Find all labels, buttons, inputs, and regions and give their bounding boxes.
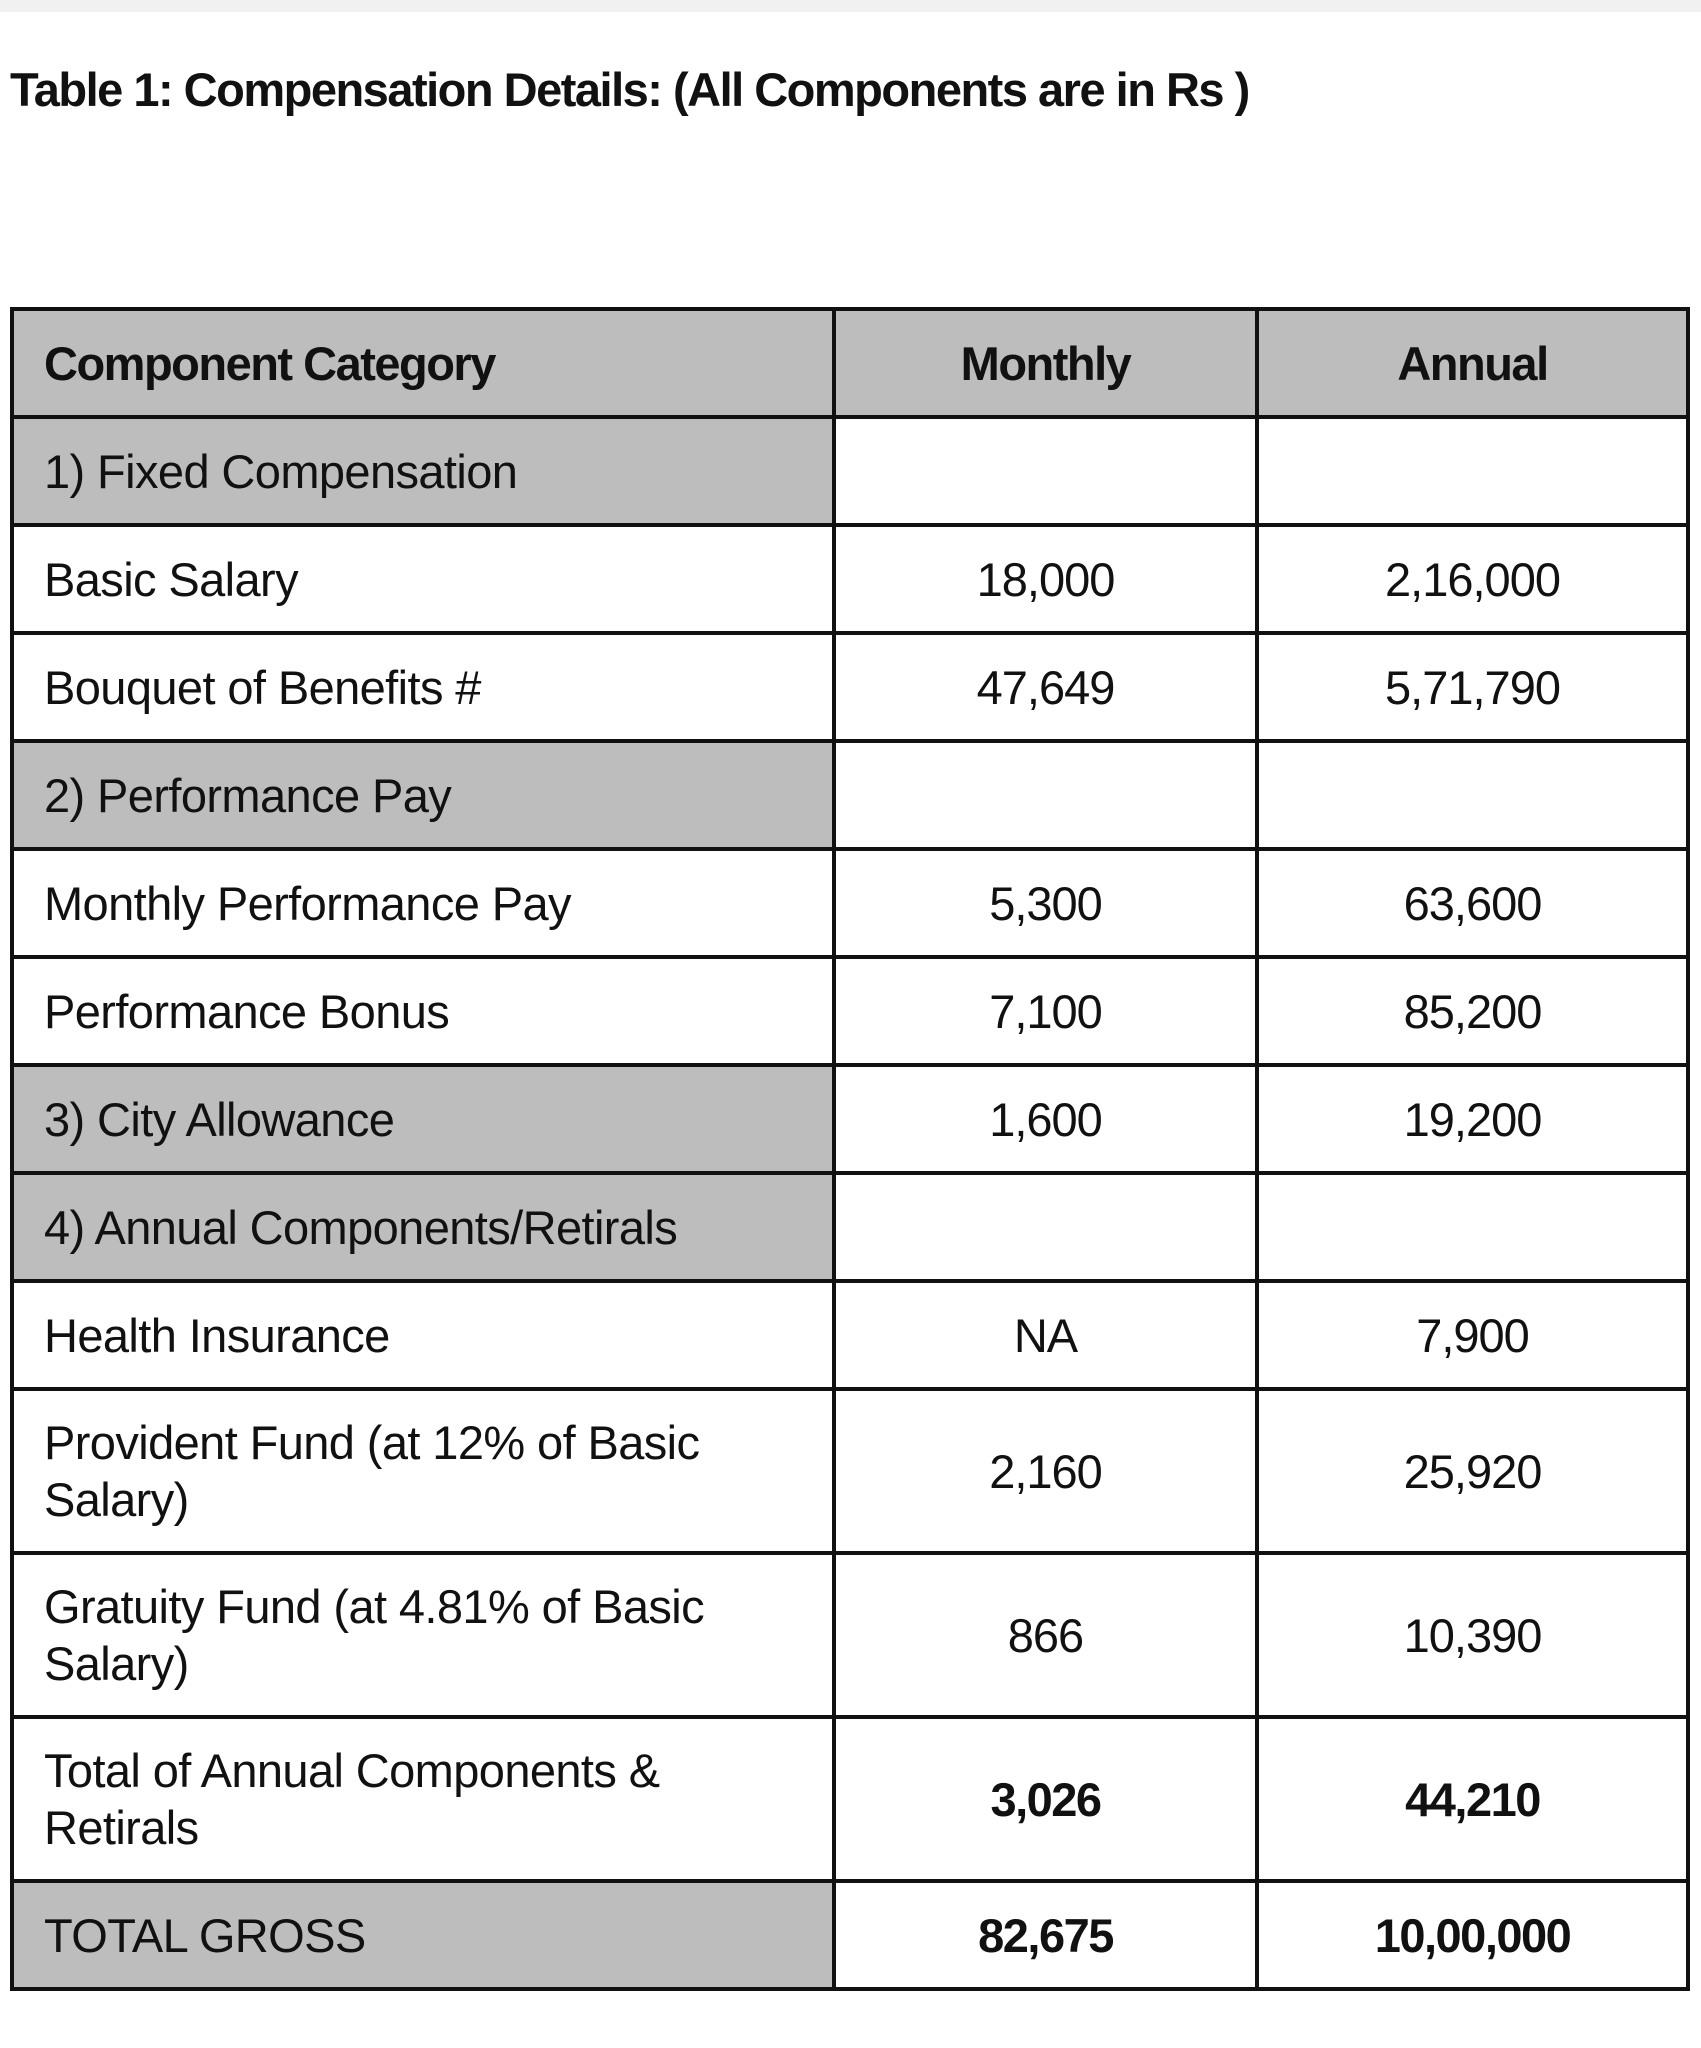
row-label: 4) Annual Components/Retirals	[12, 1173, 834, 1281]
row-label: 1) Fixed Compensation	[12, 417, 834, 525]
monthly-value: 7,100	[834, 957, 1257, 1065]
monthly-value: 18,000	[834, 525, 1257, 633]
annual-value: 7,900	[1257, 1281, 1688, 1389]
compensation-table	[10, 307, 1690, 1991]
annual-value: 85,200	[1257, 957, 1688, 1065]
compensation-table-container	[10, 307, 1686, 1991]
top-strip	[0, 0, 1701, 12]
monthly-value: 47,649	[834, 633, 1257, 741]
annual-value: 10,00,000	[1257, 1881, 1688, 1989]
monthly-value: NA	[834, 1281, 1257, 1389]
monthly-value: 1,600	[834, 1065, 1257, 1173]
monthly-value	[834, 417, 1257, 525]
annual-value	[1257, 417, 1688, 525]
table-header-row	[12, 309, 1688, 417]
row-label: Performance Bonus	[12, 957, 834, 1065]
table-row-bouquet-of-benefits	[12, 633, 1688, 741]
annual-value: 63,600	[1257, 849, 1688, 957]
monthly-value: 82,675	[834, 1881, 1257, 1989]
annual-value: 25,920	[1257, 1389, 1688, 1553]
row-label: 3) City Allowance	[12, 1065, 834, 1173]
table-row-provident-fund	[12, 1389, 1688, 1553]
table-row-performance-bonus	[12, 957, 1688, 1065]
row-label: Provident Fund (at 12% of Basic Salary)	[12, 1389, 834, 1553]
annual-value: 19,200	[1257, 1065, 1688, 1173]
row-label: Monthly Performance Pay	[12, 849, 834, 957]
annual-value	[1257, 741, 1688, 849]
monthly-value: 3,026	[834, 1717, 1257, 1881]
table-title: Table 1: Compensation Details: (All Components are in Rs )	[10, 63, 1249, 116]
row-label: Basic Salary	[12, 525, 834, 633]
section-row-fixed-compensation	[12, 417, 1688, 525]
table-row-total-gross	[12, 1881, 1688, 1989]
section-row-performance-pay	[12, 741, 1688, 849]
header-component-category: Component Category	[12, 309, 834, 417]
monthly-value: 866	[834, 1553, 1257, 1717]
header-annual: Annual	[1257, 309, 1688, 417]
table-row-gratuity-fund	[12, 1553, 1688, 1717]
row-label: Health Insurance	[12, 1281, 834, 1389]
table-row-monthly-performance-pay	[12, 849, 1688, 957]
annual-value: 44,210	[1257, 1717, 1688, 1881]
row-label: Bouquet of Benefits #	[12, 633, 834, 741]
monthly-value	[834, 741, 1257, 849]
table-row-total-annual-components	[12, 1717, 1688, 1881]
row-label: Gratuity Fund (at 4.81% of Basic Salary)	[12, 1553, 834, 1717]
table-row-health-insurance	[12, 1281, 1688, 1389]
table-row-basic-salary	[12, 525, 1688, 633]
row-label: TOTAL GROSS	[12, 1881, 834, 1989]
monthly-value	[834, 1173, 1257, 1281]
monthly-value: 2,160	[834, 1389, 1257, 1553]
header-monthly: Monthly	[834, 309, 1257, 417]
monthly-value: 5,300	[834, 849, 1257, 957]
annual-value	[1257, 1173, 1688, 1281]
section-row-city-allowance	[12, 1065, 1688, 1173]
annual-value: 10,390	[1257, 1553, 1688, 1717]
annual-value: 2,16,000	[1257, 525, 1688, 633]
row-label: Total of Annual Components & Retirals	[12, 1717, 834, 1881]
section-row-annual-components	[12, 1173, 1688, 1281]
row-label: 2) Performance Pay	[12, 741, 834, 849]
annual-value: 5,71,790	[1257, 633, 1688, 741]
